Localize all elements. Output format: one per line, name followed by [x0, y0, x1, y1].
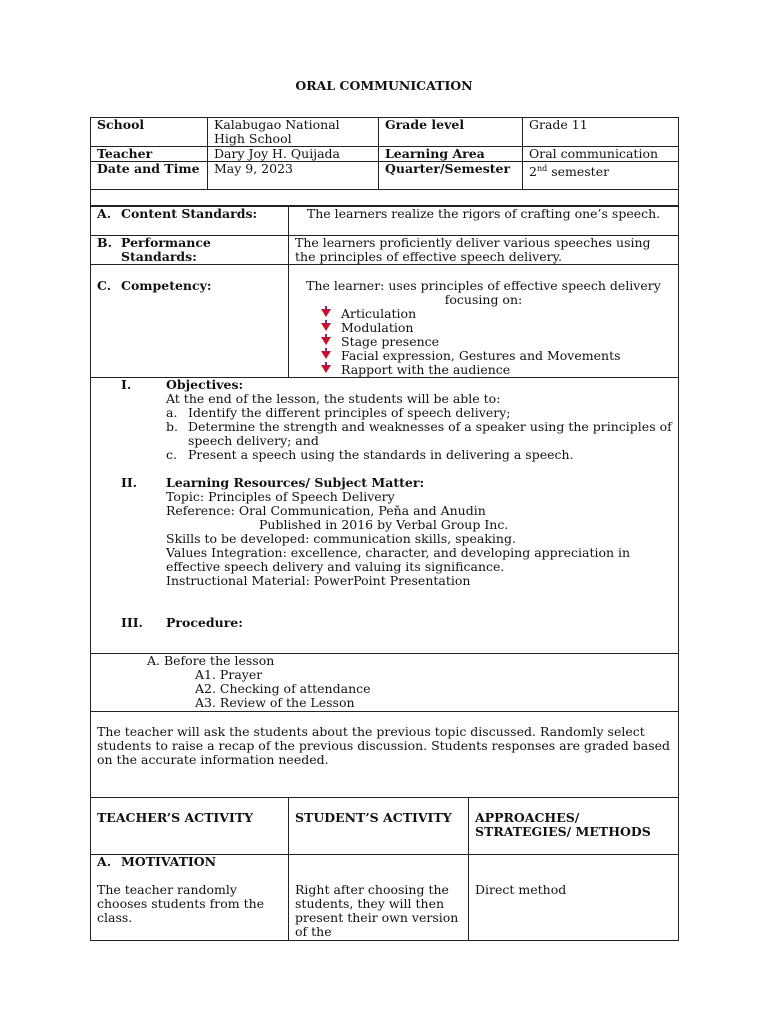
standards-table: [90, 206, 679, 378]
quarter-label: Quarter/Semester: [379, 162, 523, 190]
competency-item: Modulation: [321, 321, 672, 335]
competency-item: Rapport with the audience: [321, 363, 672, 377]
objective-item: b. Determine the strength and weaknesses of a speaker using the principles of speech delivery; and: [166, 419, 672, 448]
before-lesson: A. Before the lesson: [147, 653, 275, 668]
resources-block: [121, 490, 672, 588]
quarter-rest: semester: [547, 164, 610, 180]
date-label: Date and Time: [91, 162, 208, 190]
quarter-value: [523, 162, 679, 190]
quarter-sup: nd: [536, 164, 548, 173]
teacher-label: Teacher: [91, 147, 208, 162]
step-review: A3. Review of the Lesson: [195, 695, 355, 710]
area-value: Oral communication: [523, 147, 679, 162]
col-teacher-activity: TEACHER’S ACTIVITY: [91, 798, 289, 855]
school-value: Kalabugao National High School: [208, 118, 379, 147]
lesson-body-table: [90, 377, 679, 798]
arrow-down-icon: [321, 351, 331, 359]
objectives-intro: At the end of the lesson, the students will be able to:: [166, 391, 501, 406]
teacher-activity-text: The teacher randomly chooses students from the class.: [97, 882, 265, 925]
area-label: Learning Area: [379, 147, 523, 162]
performance-standards-value: The learners proficiently deliver various speeches using the principles of effective speech delivery.: [289, 236, 679, 265]
resource-reference: Reference: Oral Communication, Peňa and Anudin: [166, 503, 486, 518]
objectives-heading: I. Objectives:: [121, 377, 244, 392]
resource-values: Values Integration: excellence, character, and developing appreciation in effective speech delivery and valuing its significance.: [166, 545, 631, 574]
teacher-value: Dary Joy H. Quijada: [208, 147, 379, 162]
quarter-num: 2: [529, 164, 537, 180]
procedure-steps-cell: [91, 654, 679, 712]
date-value: May 9, 2023: [208, 162, 379, 190]
activities-table: [90, 797, 679, 941]
resource-topic: Topic: Principles of Speech Delivery: [166, 489, 395, 504]
content-standards-label: A. Content Standards:: [91, 207, 289, 236]
resource-material: Instructional Material: PowerPoint Presentation: [166, 573, 471, 588]
arrow-down-icon: [321, 323, 331, 331]
procedure-heading: III. Procedure:: [121, 615, 243, 630]
resources-heading: II. Learning Resources/ Subject Matter:: [121, 475, 425, 490]
student-activity-text: Right after choosing the students, they will then present their own version of the: [289, 855, 469, 941]
performance-standards-label: B. Performance Standards:: [91, 236, 289, 265]
method-text: Direct method: [469, 855, 679, 941]
resource-published: Published in 2016 by Verbal Group Inc.: [259, 517, 509, 532]
col-student-activity: STUDENT’S ACTIVITY: [289, 798, 469, 855]
review-text: The teacher will ask the students about the previous topic discussed. Randomly select students to raise a recap of the previous discussion. Students responses are graded based on the accurate information needed.: [91, 712, 679, 798]
motivation-heading: A. MOTIVATION: [97, 854, 217, 869]
step-prayer: A1. Prayer: [195, 667, 263, 682]
teacher-activity-cell: [91, 855, 289, 941]
grade-value: Grade 11: [523, 118, 679, 147]
arrow-down-icon: [321, 337, 331, 345]
competency-label: C. Competency:: [91, 265, 289, 378]
objectives-block: [121, 392, 672, 462]
competency-intro: The learner: uses principles of effective speech delivery focusing on:: [306, 278, 661, 307]
arrow-down-icon: [321, 309, 331, 317]
spacer-row: [91, 190, 679, 206]
objective-item: a. Identify the different principles of speech delivery;: [166, 405, 511, 420]
competency-item: Articulation: [321, 307, 672, 321]
info-table: [90, 117, 679, 206]
competency-item: Stage presence: [321, 335, 672, 349]
school-label: School: [91, 118, 208, 147]
resource-skills: Skills to be developed: communication skills, speaking.: [166, 531, 516, 546]
competency-item: Facial expression, Gestures and Movements: [321, 349, 672, 363]
grade-label: Grade level: [379, 118, 523, 147]
document-title: ORAL COMMUNICATION: [295, 78, 473, 93]
objective-item: c. Present a speech using the standards in delivering a speech.: [166, 447, 574, 462]
content-standards-value: The learners realize the rigors of crafting one’s speech.: [289, 207, 679, 236]
step-attendance: A2. Checking of attendance: [195, 681, 371, 696]
lesson-body-cell: [91, 378, 679, 654]
competency-list: [295, 307, 672, 377]
col-approaches: APPROACHES/ STRATEGIES/ METHODS: [469, 798, 679, 855]
competency-cell: [289, 265, 679, 378]
arrow-down-icon: [321, 365, 331, 373]
